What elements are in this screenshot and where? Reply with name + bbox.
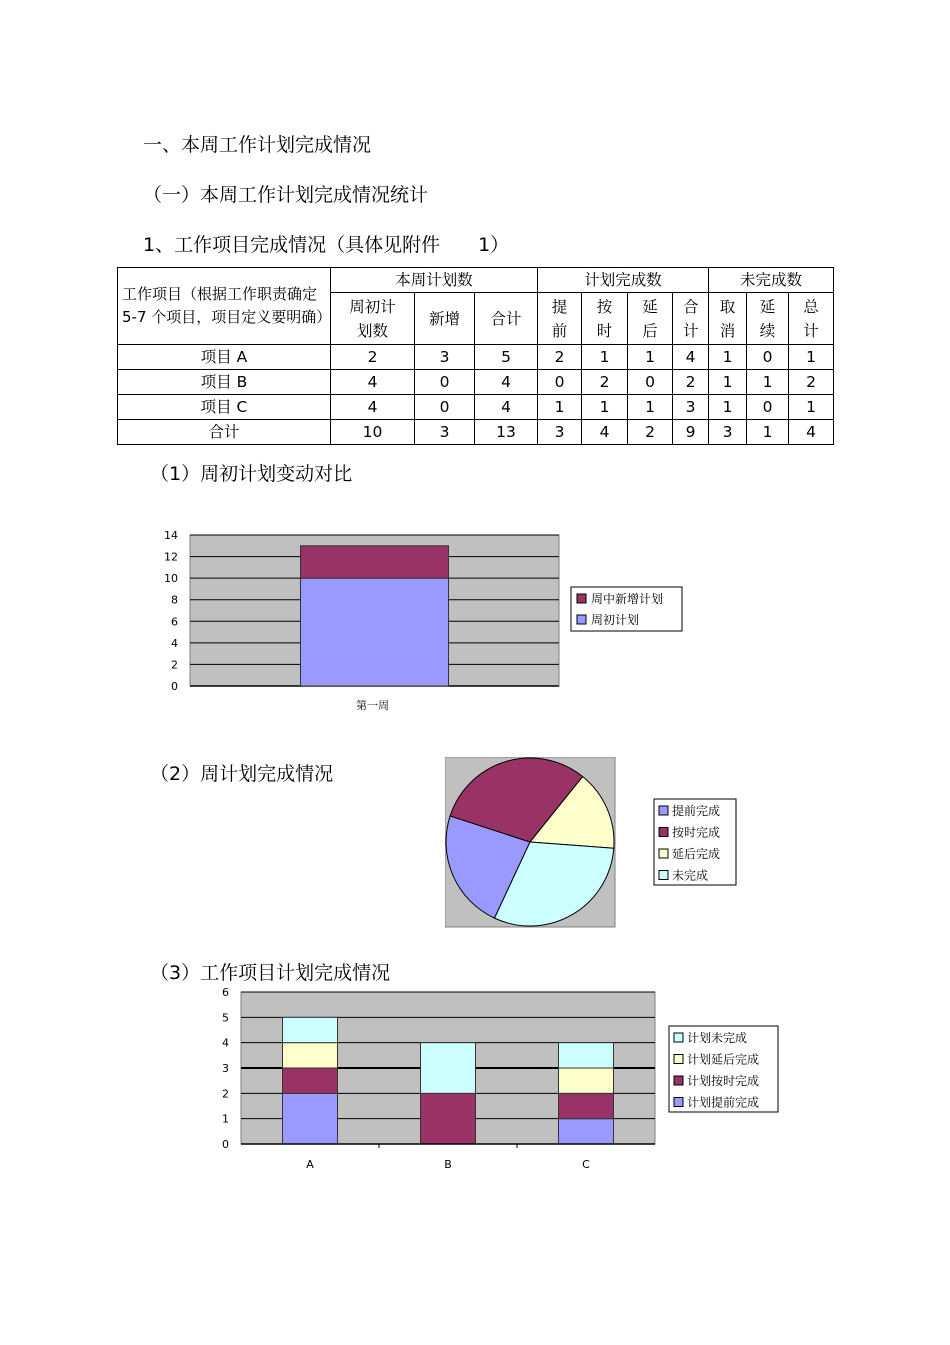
legend-label: 计划未完成 bbox=[687, 1031, 748, 1045]
legend-swatch bbox=[674, 1098, 683, 1107]
table-row bbox=[118, 370, 834, 395]
header-item: 工作项目（根据工作职责确定 5-7 个项目，项目定义要明确） bbox=[118, 268, 331, 345]
cell: 0 bbox=[628, 370, 673, 395]
cell: 1 bbox=[789, 345, 834, 370]
legend-swatch bbox=[674, 1033, 683, 1042]
bar-segment bbox=[301, 546, 449, 578]
row-name: 项目 A bbox=[118, 345, 331, 370]
cell: 1 bbox=[582, 395, 628, 420]
heading-3 bbox=[143, 230, 509, 257]
cell: 10 bbox=[331, 420, 415, 445]
cell: 2 bbox=[789, 370, 834, 395]
subheader-label: 总计 bbox=[803, 297, 819, 340]
legend-swatch bbox=[577, 594, 586, 603]
cell: 2 bbox=[538, 345, 582, 370]
cell: 3 bbox=[673, 395, 709, 420]
subheader-5 bbox=[628, 293, 673, 345]
bar-segment bbox=[283, 1043, 338, 1068]
x-tick-label: C bbox=[582, 1158, 590, 1171]
header-group-plan: 本周计划数 bbox=[331, 268, 538, 293]
cell: 1 bbox=[628, 395, 673, 420]
legend-label: 计划按时完成 bbox=[687, 1074, 760, 1088]
subheader-label: 合计 bbox=[683, 297, 699, 340]
y-tick-label: 2 bbox=[171, 658, 178, 672]
subheader-label: 按时 bbox=[596, 297, 613, 340]
legend-label: 计划延后完成 bbox=[687, 1052, 760, 1067]
bar-segment bbox=[559, 1043, 614, 1068]
x-tick-label: B bbox=[444, 1158, 452, 1171]
cell: 4 bbox=[331, 370, 415, 395]
legend-swatch bbox=[674, 1076, 683, 1085]
legend-label: 提前完成 bbox=[672, 804, 721, 818]
subheader-label: 延续 bbox=[759, 297, 776, 340]
bar-segment bbox=[559, 1119, 614, 1144]
cell: 1 bbox=[789, 395, 834, 420]
cell: 4 bbox=[789, 420, 834, 445]
cell: 5 bbox=[475, 345, 538, 370]
cell: 3 bbox=[538, 420, 582, 445]
y-tick-label: 6 bbox=[171, 615, 178, 629]
cell: 2 bbox=[673, 370, 709, 395]
table-row bbox=[118, 420, 834, 445]
bar-segment bbox=[283, 1093, 338, 1144]
cell: 0 bbox=[415, 395, 475, 420]
heading-2: （一）本周工作计划完成情况统计 bbox=[143, 184, 429, 206]
legend-swatch bbox=[659, 806, 668, 815]
section-1-title: （1）周初计划变动对比 bbox=[150, 463, 353, 485]
y-tick-label: 10 bbox=[164, 572, 178, 586]
legend-label: 计划提前完成 bbox=[687, 1095, 760, 1110]
chart-plan-change bbox=[150, 524, 690, 719]
cell: 4 bbox=[673, 345, 709, 370]
bar-segment bbox=[421, 1093, 476, 1144]
y-tick-label: 2 bbox=[222, 1087, 229, 1101]
cell: 2 bbox=[628, 420, 673, 445]
subheader-3 bbox=[538, 293, 582, 345]
legend-swatch bbox=[659, 871, 668, 880]
y-tick-label: 12 bbox=[164, 550, 178, 564]
legend-swatch bbox=[659, 828, 668, 837]
cell: 4 bbox=[475, 370, 538, 395]
legend-label: 延后完成 bbox=[672, 847, 721, 861]
heading-1: 一、本周工作计划完成情况 bbox=[143, 134, 372, 156]
cell: 3 bbox=[709, 420, 747, 445]
cell: 4 bbox=[331, 395, 415, 420]
y-tick-label: 5 bbox=[222, 1011, 229, 1025]
y-tick-label: 1 bbox=[222, 1112, 229, 1126]
table-row bbox=[118, 395, 834, 420]
cell: 1 bbox=[628, 345, 673, 370]
y-tick-label: 4 bbox=[171, 636, 178, 650]
cell: 3 bbox=[415, 345, 475, 370]
row-name: 项目 B bbox=[118, 370, 331, 395]
cell: 1 bbox=[709, 345, 747, 370]
y-tick-label: 3 bbox=[222, 1062, 229, 1075]
subheader-label: 合计 bbox=[490, 309, 522, 328]
subheader-label: 取消 bbox=[719, 297, 736, 340]
cell: 4 bbox=[582, 420, 628, 445]
y-tick-label: 4 bbox=[222, 1036, 229, 1050]
bar-segment bbox=[283, 1017, 338, 1042]
cell: 0 bbox=[415, 370, 475, 395]
cell: 13 bbox=[475, 420, 538, 445]
subheader-label: 提前 bbox=[551, 297, 568, 340]
cell: 1 bbox=[582, 345, 628, 370]
legend-swatch bbox=[659, 849, 668, 858]
subheader-label: 新增 bbox=[428, 309, 460, 328]
cell: 1 bbox=[538, 395, 582, 420]
section-3-title: （3）工作项目计划完成情况 bbox=[150, 962, 391, 984]
x-tick-label: 第一周 bbox=[356, 699, 389, 712]
y-tick-label: 0 bbox=[171, 680, 178, 693]
cell: 1 bbox=[709, 395, 747, 420]
cell: 0 bbox=[747, 395, 789, 420]
cell: 0 bbox=[538, 370, 582, 395]
cell: 1 bbox=[709, 370, 747, 395]
y-tick-label: 0 bbox=[222, 1138, 229, 1151]
chart-completion-pie bbox=[445, 757, 745, 929]
subheader-6 bbox=[673, 293, 709, 345]
table-row bbox=[118, 345, 834, 370]
chart-project-completion bbox=[210, 984, 790, 1179]
subheader-2 bbox=[475, 293, 538, 345]
y-tick-label: 8 bbox=[171, 593, 178, 607]
cell: 1 bbox=[747, 370, 789, 395]
header-group-undone: 未完成数 bbox=[709, 268, 834, 293]
subheader-0 bbox=[331, 293, 415, 345]
bar-segment bbox=[421, 1043, 476, 1094]
legend-label: 未完成 bbox=[672, 868, 709, 883]
cell: 1 bbox=[747, 420, 789, 445]
legend-label: 按时完成 bbox=[672, 825, 721, 840]
header-group-done: 计划完成数 bbox=[538, 268, 709, 293]
cell: 0 bbox=[747, 345, 789, 370]
cell: 4 bbox=[475, 395, 538, 420]
heading-3-text: 1、工作项目完成情况（具体见附件 bbox=[143, 234, 441, 256]
bar-segment bbox=[559, 1068, 614, 1093]
legend-label: 周初计划 bbox=[591, 613, 640, 627]
cell: 9 bbox=[673, 420, 709, 445]
y-tick-label: 6 bbox=[222, 986, 229, 999]
legend-swatch bbox=[577, 615, 586, 624]
row-name: 项目 C bbox=[118, 395, 331, 420]
cell: 3 bbox=[415, 420, 475, 445]
bar-segment bbox=[559, 1093, 614, 1118]
cell: 2 bbox=[331, 345, 415, 370]
subheader-label: 周初计划数 bbox=[349, 297, 396, 340]
subheader-8 bbox=[747, 293, 789, 345]
x-tick-label: A bbox=[306, 1158, 314, 1171]
subheader-9 bbox=[789, 293, 834, 345]
y-tick-label: 14 bbox=[164, 529, 178, 542]
legend-swatch bbox=[674, 1055, 683, 1064]
subheader-4 bbox=[582, 293, 628, 345]
subheader-1 bbox=[415, 293, 475, 345]
cell: 2 bbox=[582, 370, 628, 395]
section-2-title: （2）周计划完成情况 bbox=[150, 763, 334, 785]
bar-segment bbox=[301, 578, 449, 686]
legend-label: 周中新增计划 bbox=[591, 592, 664, 606]
row-name: 合计 bbox=[118, 420, 331, 445]
bar-segment bbox=[283, 1068, 338, 1093]
subheader-7 bbox=[709, 293, 747, 345]
heading-3-num: 1） bbox=[478, 234, 510, 256]
completion-table bbox=[117, 267, 834, 445]
subheader-label: 延后 bbox=[642, 297, 658, 340]
